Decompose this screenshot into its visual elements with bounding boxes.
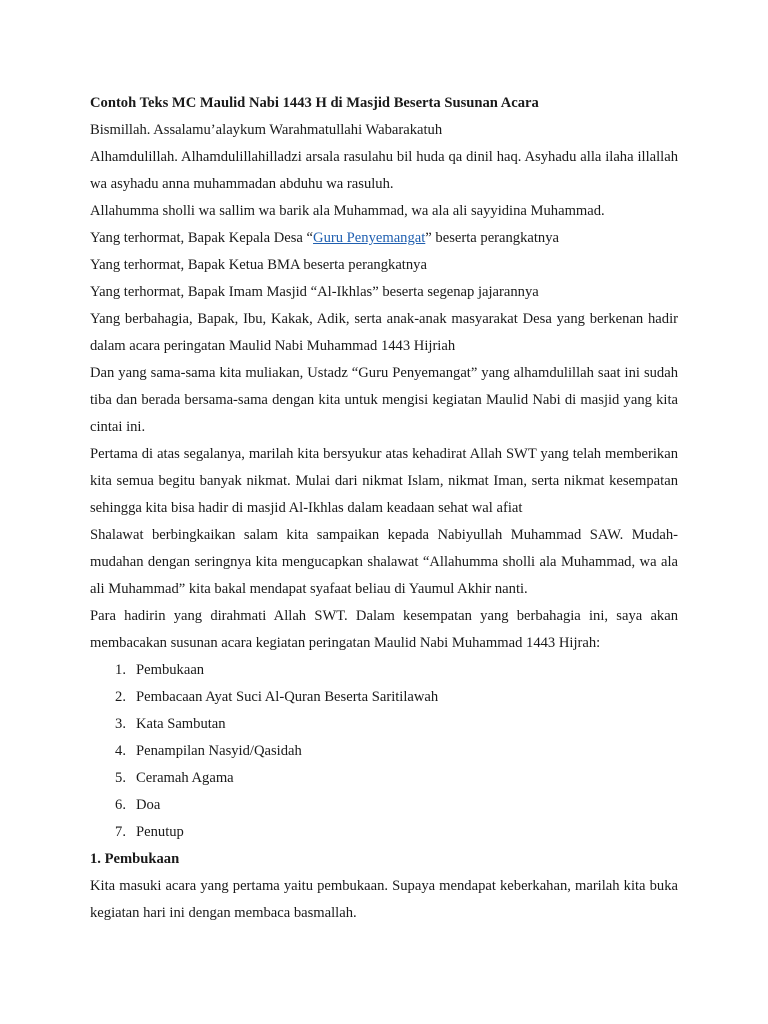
paragraph-ketua-bma: Yang terhormat, Bapak Ketua BMA beserta perangkatnya: [90, 257, 427, 273]
paragraph-imam-masjid: Yang terhormat, Bapak Imam Masjid “Al-Ikhlas” beserta segenap jajarannya: [90, 284, 539, 300]
document-body: [90, 90, 678, 927]
paragraph-salam: Bismillah. Assalamu’alaykum Warahmatullahi Wabarakatuh: [90, 122, 443, 138]
list-item-number: 2.: [115, 689, 126, 705]
paragraph-pembukaan: Kita masuki acara yang pertama yaitu pembukaan. Supaya mendapat keberkahan, marilah kita buka kegiatan hari ini dengan membaca basmallah.: [90, 878, 678, 921]
list-item-number: 7.: [115, 824, 126, 840]
list-item-label: Pembukaan: [136, 662, 205, 678]
list-item: [90, 738, 678, 765]
list-item-label: Ceramah Agama: [136, 770, 234, 786]
paragraph-syahadat: Alhamdulillah. Alhamdulillahilladzi arsala rasulahu bil huda qa dinil haq. Asyhadu alla ilaha illallah wa asyhadu anna muhammadan abduhu wa rasuluh.: [90, 149, 678, 192]
list-item-label: Penutup: [136, 824, 184, 840]
paragraph-ustadz: Dan yang sama-sama kita muliakan, Ustadz “Guru Penyemangat” yang alhamdulillah saat ini sudah tiba dan berada bersama-sama dengan kita untuk mengisi kegiatan Maulid Nabi di masjid yang kita cintai ini.: [90, 365, 678, 435]
list-item: [90, 819, 678, 846]
list-item-number: 1.: [115, 662, 126, 678]
list-item-number: 6.: [115, 797, 126, 813]
paragraph-hadirin: Yang berbahagia, Bapak, Ibu, Kakak, Adik, serta anak-anak masyarakat Desa yang berkenan hadir dalam acara peringatan Maulid Nabi Muhammad 1443 Hijriah: [90, 311, 678, 354]
agenda-list: [90, 657, 678, 846]
document-title: Contoh Teks MC Maulid Nabi 1443 H di Masjid Beserta Susunan Acara: [90, 95, 539, 111]
list-item: [90, 684, 678, 711]
kepala-desa-text-after: ” beserta perangkatnya: [425, 230, 559, 246]
list-item: [90, 765, 678, 792]
list-item-number: 5.: [115, 770, 126, 786]
paragraph-syukur: Pertama di atas segalanya, marilah kita bersyukur atas kehadirat Allah SWT yang telah memberikan kita semua begitu banyak nikmat. Mulai dari nikmat Islam, nikmat Iman, serta nikmat kesempatan sehingga kita bisa hadir di masjid Al-Ikhlas dalam keadaan sehat wal afiat: [90, 446, 678, 516]
guru-penyemangat-link[interactable]: Guru Penyemangat: [313, 230, 426, 246]
list-item-label: Penampilan Nasyid/Qasidah: [136, 743, 302, 759]
kepala-desa-text-before: Yang terhormat, Bapak Kepala Desa “: [90, 230, 314, 246]
paragraph-shalawat: Allahumma sholli wa sallim wa barik ala Muhammad, wa ala ali sayyidina Muhammad.: [90, 203, 605, 219]
list-item-number: 4.: [115, 743, 126, 759]
list-item-label: Kata Sambutan: [136, 716, 226, 732]
list-item-number: 3.: [115, 716, 126, 732]
list-item: [90, 792, 678, 819]
list-item-label: Pembacaan Ayat Suci Al-Quran Beserta Saritilawah: [136, 689, 439, 705]
paragraph-salam-nabi: Shalawat berbingkaikan salam kita sampaikan kepada Nabiyullah Muhammad SAW. Mudah-mudahan dengan seringnya kita mengucapkan shalawat “Allahumma sholli ala Muhammad, wa ala ali Muhammad” kita bakal mendapat syafaat beliau di Yaumul Akhir nanti.: [90, 527, 678, 597]
list-item: [90, 657, 678, 684]
paragraph-susunan-acara: Para hadirin yang dirahmati Allah SWT. Dalam kesempatan yang berbahagia ini, saya akan membacakan susunan acara kegiatan peringatan Maulid Nabi Muhammad 1443 Hijrah:: [90, 608, 678, 651]
section-heading-pembukaan: 1. Pembukaan: [90, 851, 180, 867]
list-item: [90, 711, 678, 738]
paragraph-kepala-desa: [90, 225, 678, 252]
list-item-label: Doa: [136, 797, 161, 813]
